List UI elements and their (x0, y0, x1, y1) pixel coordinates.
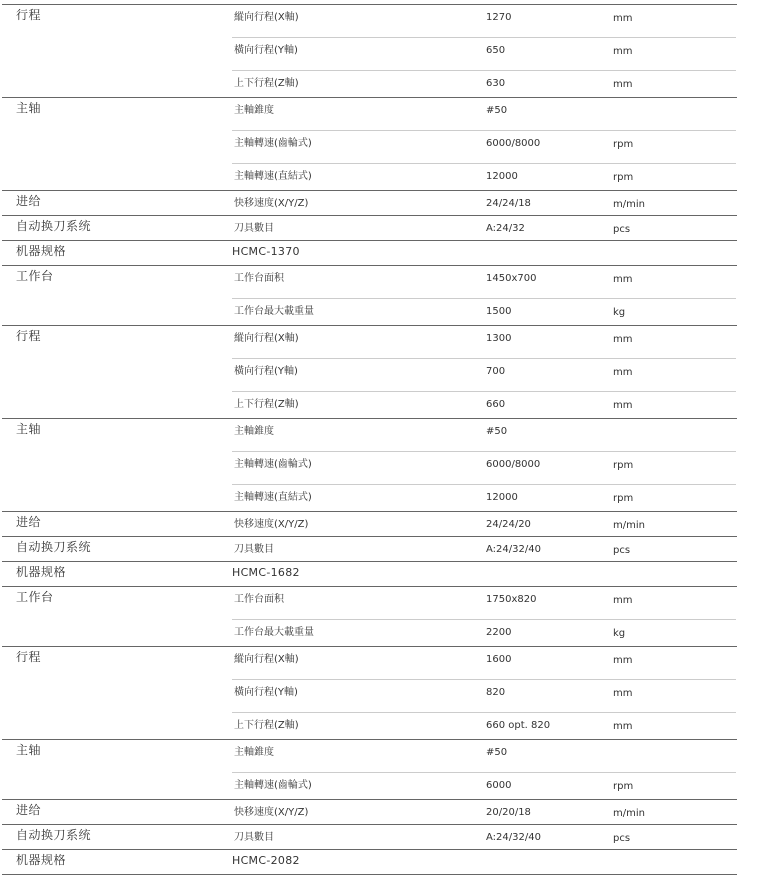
spec-label: 刀具數目 (234, 832, 274, 843)
spec-label: 縱向行程(X軸) (234, 654, 299, 665)
spec-label: 主軸轉速(直結式) (234, 492, 312, 503)
row-divider (232, 70, 736, 71)
spec-value: 2200 (486, 627, 512, 638)
spec-category: 进给 (16, 515, 42, 529)
spec-label: 快移速度(X/Y/Z) (234, 198, 309, 209)
spec-unit: mm (613, 367, 633, 378)
spec-unit: kg (613, 307, 626, 318)
spec-label: 橫向行程(Y軸) (234, 687, 298, 698)
major-rule (2, 824, 737, 825)
major-rule (2, 97, 737, 98)
major-rule (2, 418, 737, 419)
spec-value: 650 (486, 45, 506, 56)
spec-value: A:24/32 (486, 223, 525, 234)
spec-value: 1300 (486, 333, 512, 344)
spec-label: 刀具數目 (234, 544, 274, 555)
major-rule (2, 739, 737, 740)
spec-value: 630 (486, 78, 506, 89)
spec-value: 660 opt. 820 (486, 720, 551, 731)
spec-label: 主軸錐度 (234, 426, 274, 437)
spec-category: 主轴 (16, 743, 42, 757)
spec-unit: mm (613, 721, 633, 732)
spec-unit: m/min (613, 199, 645, 210)
spec-label: 上下行程(Z軸) (234, 78, 299, 89)
spec-value: 1450x700 (486, 273, 537, 284)
spec-value: 660 (486, 399, 506, 410)
spec-value: 1600 (486, 654, 512, 665)
spec-category: 工作台 (16, 590, 54, 604)
row-divider (232, 130, 736, 131)
row-divider (232, 358, 736, 359)
row-divider (232, 163, 736, 164)
spec-unit: pcs (613, 833, 631, 844)
major-rule (2, 799, 737, 800)
spec-unit: mm (613, 400, 633, 411)
spec-label: 工作台面积 (234, 273, 284, 284)
spec-label: 橫向行程(Y軸) (234, 366, 298, 377)
model-name: HCMC-2082 (232, 854, 300, 867)
spec-value: 24/24/18 (486, 198, 531, 209)
row-divider (232, 772, 736, 773)
major-rule (2, 240, 737, 241)
spec-label: 主軸轉速(齒輪式) (234, 459, 312, 470)
spec-label: 快移速度(X/Y/Z) (234, 519, 309, 530)
row-divider (232, 619, 736, 620)
spec-value: A:24/32/40 (486, 832, 541, 843)
major-rule (2, 586, 737, 587)
spec-unit: pcs (613, 224, 631, 235)
spec-unit: mm (613, 79, 633, 90)
spec-value: 700 (486, 366, 506, 377)
spec-category: 进给 (16, 194, 42, 208)
spec-value: 1270 (486, 12, 512, 23)
spec-unit: kg (613, 628, 626, 639)
major-rule (2, 325, 737, 326)
spec-unit: mm (613, 13, 633, 24)
row-divider (232, 679, 736, 680)
spec-unit: m/min (613, 520, 645, 531)
spec-label: 主軸錐度 (234, 105, 274, 116)
spec-unit: rpm (613, 781, 634, 792)
spec-value: #50 (486, 426, 508, 437)
row-divider (232, 37, 736, 38)
spec-category: 行程 (16, 329, 42, 343)
spec-unit: mm (613, 655, 633, 666)
spec-category: 主轴 (16, 422, 42, 436)
spec-unit: m/min (613, 808, 645, 819)
spec-label: 主軸錐度 (234, 747, 274, 758)
spec-value: 24/24/20 (486, 519, 531, 530)
spec-value: 20/20/18 (486, 807, 531, 818)
spec-category: 行程 (16, 650, 42, 664)
spec-category: 自动换刀系统 (16, 540, 92, 554)
spec-category: 工作台 (16, 269, 54, 283)
spec-value: 1750x820 (486, 594, 537, 605)
spec-label: 主軸轉速(齒輪式) (234, 138, 312, 149)
spec-value: 6000/8000 (486, 138, 541, 149)
spec-value: A:24/32/40 (486, 544, 541, 555)
spec-unit: mm (613, 46, 633, 57)
spec-label: 主軸轉速(直結式) (234, 171, 312, 182)
major-rule (2, 646, 737, 647)
model-name: HCMC-1682 (232, 566, 300, 579)
major-rule (2, 190, 737, 191)
model-row-label: 机器规格 (16, 244, 67, 258)
spec-label: 縱向行程(X軸) (234, 333, 299, 344)
spec-label: 上下行程(Z軸) (234, 720, 299, 731)
spec-category: 进给 (16, 803, 42, 817)
spec-category: 主轴 (16, 101, 42, 115)
spec-value: 12000 (486, 492, 518, 503)
spec-value: 6000/8000 (486, 459, 541, 470)
spec-value: #50 (486, 105, 508, 116)
row-divider (232, 484, 736, 485)
spec-unit: rpm (613, 460, 634, 471)
spec-value: #50 (486, 747, 508, 758)
spec-unit: mm (613, 595, 633, 606)
spec-unit: mm (613, 688, 633, 699)
spec-label: 工作台最大載重量 (234, 627, 314, 638)
spec-label: 工作台面积 (234, 594, 284, 605)
spec-unit: rpm (613, 172, 634, 183)
major-rule (2, 536, 737, 537)
spec-label: 橫向行程(Y軸) (234, 45, 298, 56)
spec-value: 12000 (486, 171, 518, 182)
spec-unit: pcs (613, 545, 631, 556)
major-rule (2, 511, 737, 512)
spec-label: 快移速度(X/Y/Z) (234, 807, 309, 818)
model-row-label: 机器规格 (16, 565, 67, 579)
spec-unit: mm (613, 334, 633, 345)
spec-value: 820 (486, 687, 506, 698)
spec-label: 上下行程(Z軸) (234, 399, 299, 410)
spec-value: 6000 (486, 780, 512, 791)
spec-value: 1500 (486, 306, 512, 317)
spec-label: 刀具數目 (234, 223, 274, 234)
spec-category: 自动换刀系统 (16, 828, 92, 842)
spec-unit: rpm (613, 493, 634, 504)
spec-label: 縱向行程(X軸) (234, 12, 299, 23)
major-rule (2, 265, 737, 266)
spec-category: 自动换刀系统 (16, 219, 92, 233)
major-rule (2, 561, 737, 562)
major-rule (2, 4, 737, 5)
spec-unit: rpm (613, 139, 634, 150)
row-divider (232, 451, 736, 452)
major-rule (2, 849, 737, 850)
spec-label: 主軸轉速(齒輪式) (234, 780, 312, 791)
spec-category: 行程 (16, 8, 42, 22)
model-row-label: 机器规格 (16, 853, 67, 867)
model-name: HCMC-1370 (232, 245, 300, 258)
spec-unit: mm (613, 274, 633, 285)
row-divider (232, 712, 736, 713)
major-rule (2, 215, 737, 216)
spec-label: 工作台最大載重量 (234, 306, 314, 317)
row-divider (232, 391, 736, 392)
row-divider (232, 298, 736, 299)
